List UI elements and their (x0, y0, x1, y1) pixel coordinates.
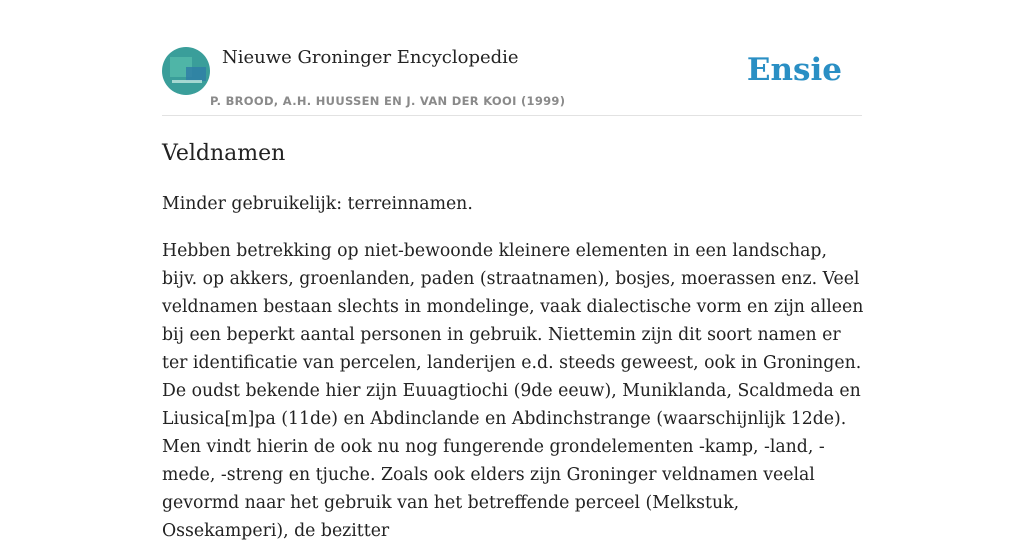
book-header (162, 46, 862, 116)
article (162, 138, 864, 545)
cover-detail (172, 80, 202, 83)
cover-detail (186, 67, 206, 81)
article-title: Veldnamen (162, 141, 286, 166)
article-paragraph: Hebben betrekking op niet-bewoonde kleinere elementen in een landschap, bijv. op akkers, groenlanden, paden (straatnamen), bosjes, moerassen enz. Veel veldnamen bestaan slechts in mondelinge, vaak dialectische vorm en zijn alleen bij een beperkt aantal personen in gebruik. Niettemin zijn dit soort namen er ter identificatie van percelen, landerijen e.d. steeds geweest, ook in Groningen. De oudst bekende hier zijn Euuagtiochi (9de eeuw), Muniklanda, Scaldmeda en Liusica[m]pa (11de) en Abdinclande en Abdinchstrange (waarschijnlijk 12de). Men vindt hierin de ook nu nog fungerende grondelementen -kamp, -land, -mede, -streng en tjuche. Zoals ook elders zijn Groninger veldnamen veelal gevormd naar het gebruik van het betreffende perceel (Melkstuk, Ossekamperi), de bezitter (162, 241, 864, 541)
ensie-logo-link[interactable]: Ensie (746, 52, 842, 88)
article-paragraph: Minder gebruikelijk: terreinnamen. (162, 194, 473, 214)
book-title-link[interactable]: Nieuwe Groninger Encyclopedie (222, 47, 519, 68)
book-cover-image[interactable] (162, 47, 210, 95)
book-authors: P. BROOD, A.H. HUUSSEN EN J. VAN DER KOOI (1999) (210, 94, 566, 108)
